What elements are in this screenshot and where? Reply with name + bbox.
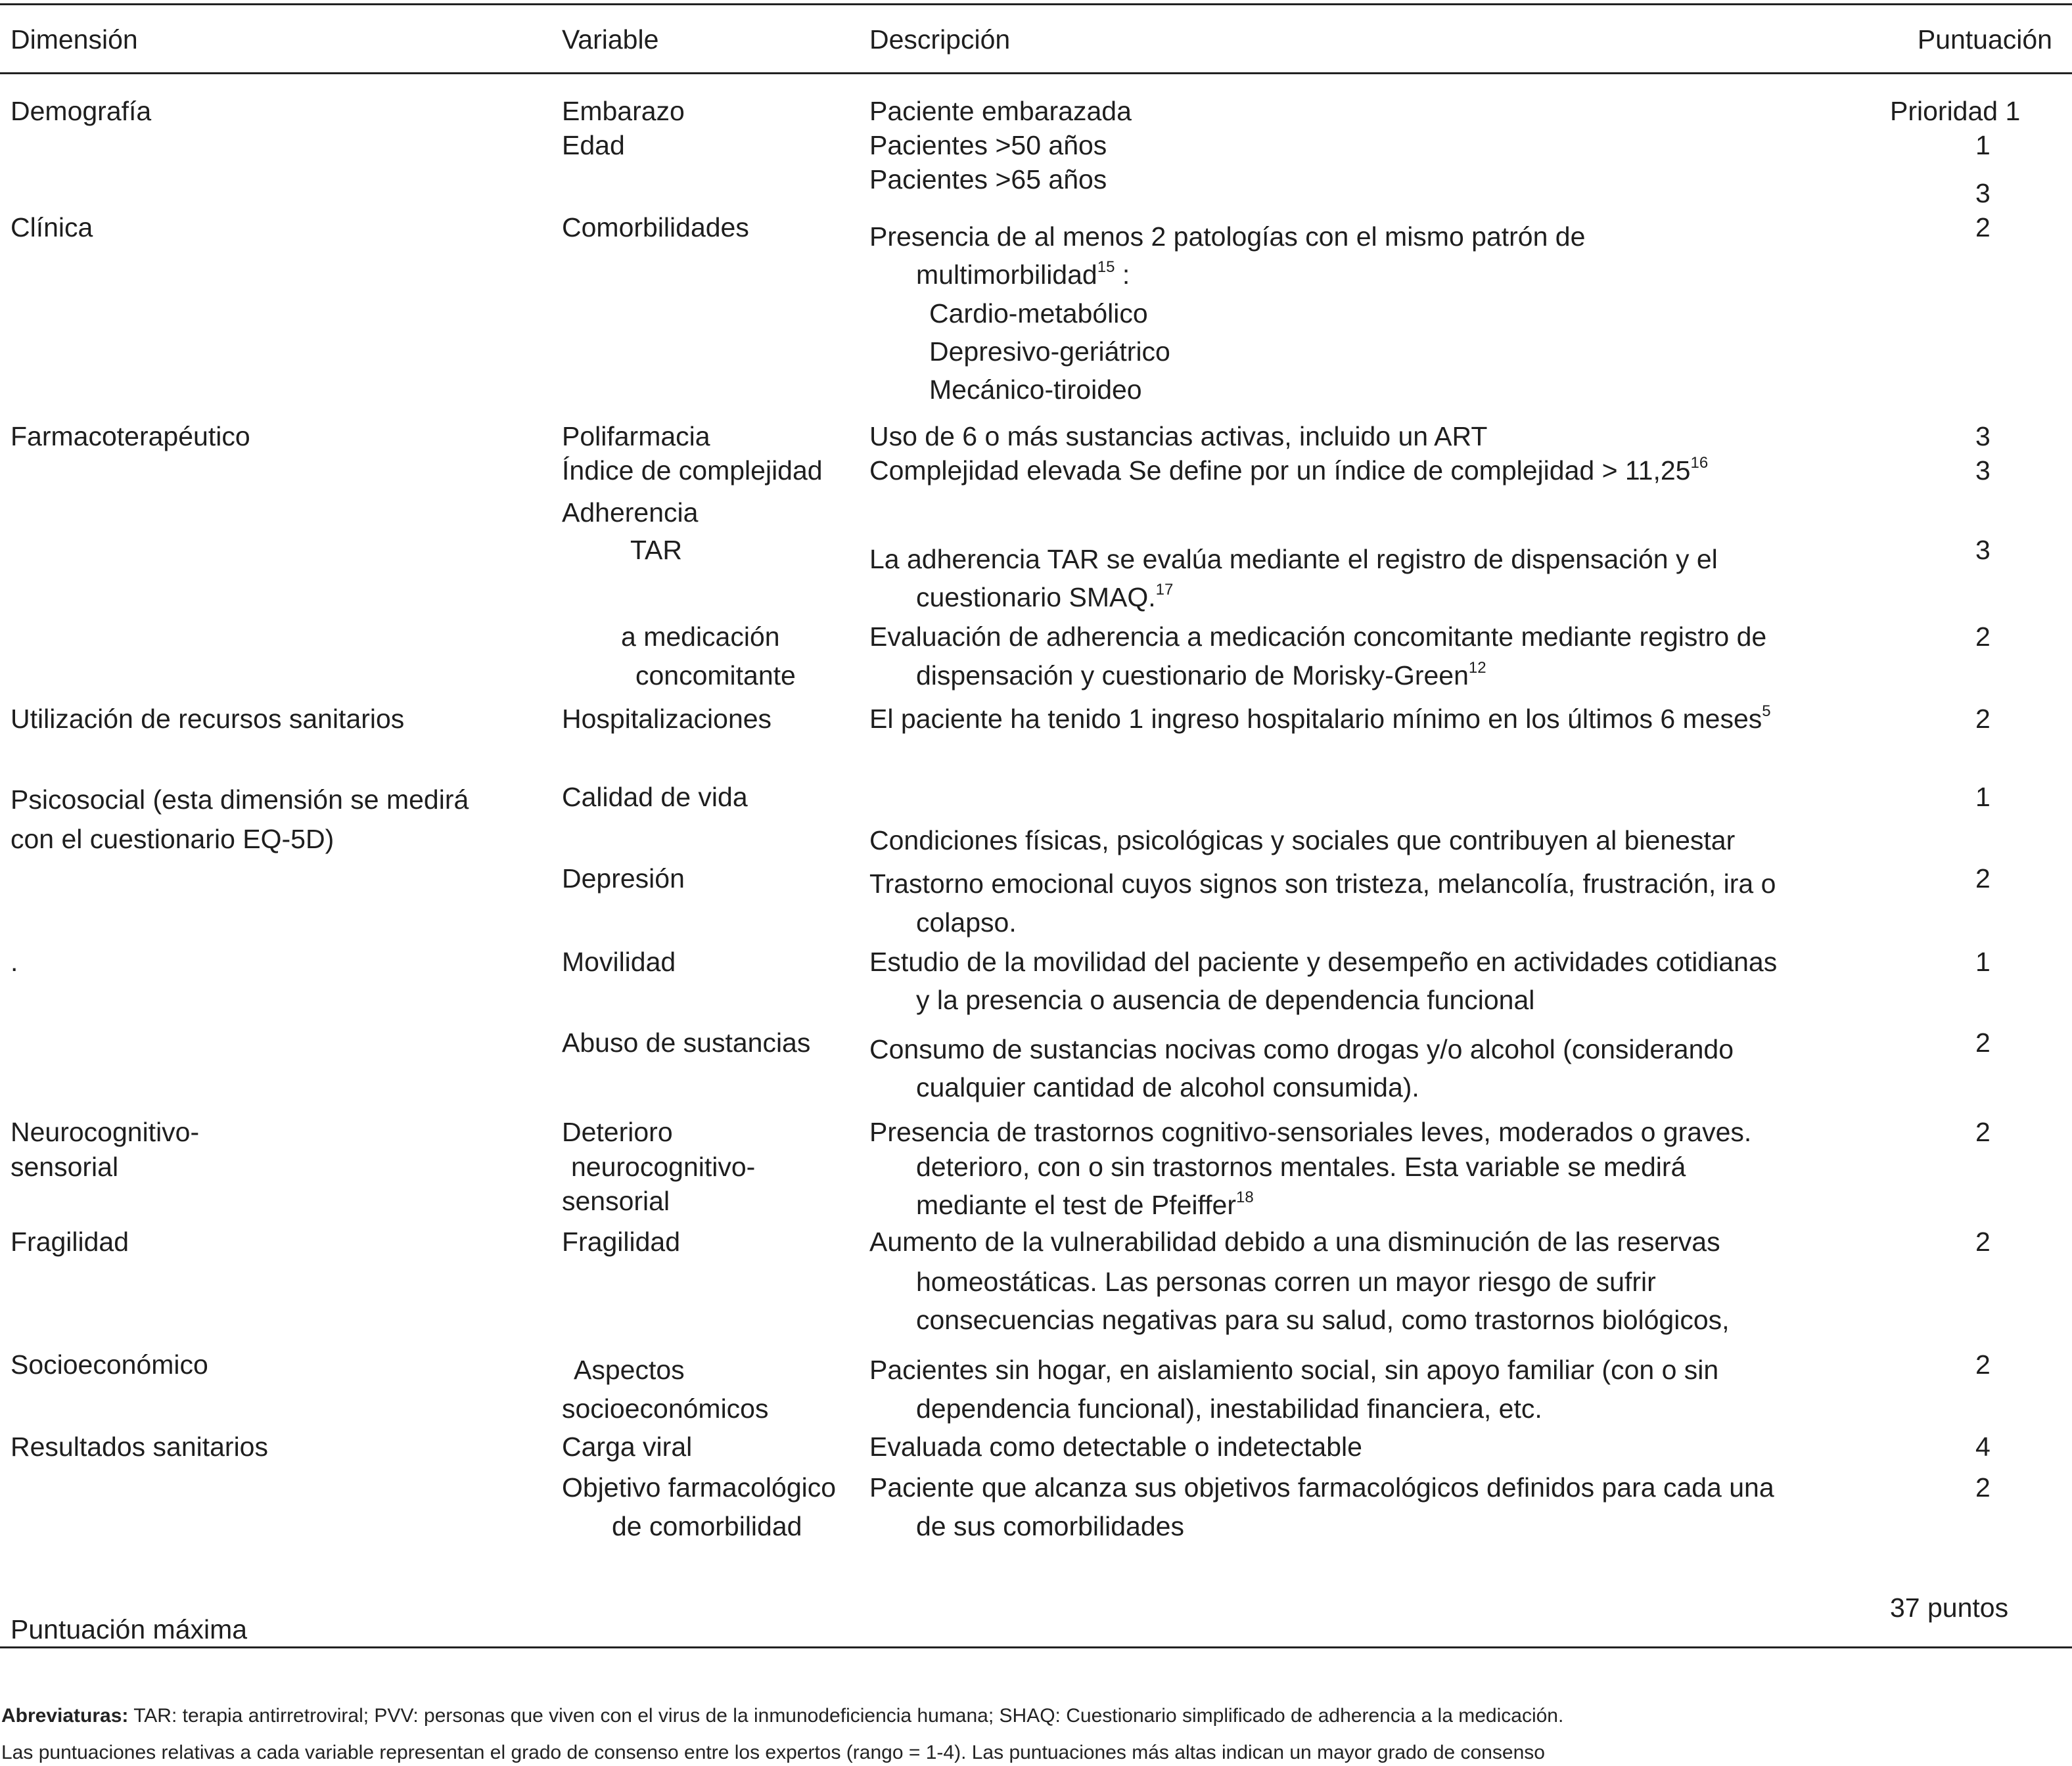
reference-superscript: 16 <box>1690 454 1709 472</box>
description-cell <box>869 455 1708 486</box>
header-description: Descripción <box>869 24 1011 55</box>
abbreviations-text: TAR: terapia antirretroviral; PVV: personas que viven con el virus de la inmunodeficiencia humana; SHAQ: Cuestionario simplificado de adherencia a la medicación. <box>128 1705 1564 1727</box>
description-cell <box>869 1226 1720 1257</box>
description-cell <box>869 1033 1734 1065</box>
dimension-cell: Farmacoterapéutico <box>11 421 250 451</box>
description-cell <box>869 946 1777 978</box>
variable-cell: Hospitalizaciones <box>562 704 772 734</box>
variable-cell: Edad <box>562 130 625 160</box>
score-cell: 2 <box>1975 1028 1991 1058</box>
score-cell: 1 <box>1975 782 1991 812</box>
score-cell: 1 <box>1975 947 1991 977</box>
score-cell: 2 <box>1975 1227 1991 1257</box>
description-cell <box>869 1472 1774 1503</box>
reference-superscript: 5 <box>1762 702 1771 720</box>
score-cell: 2 <box>1975 1349 1991 1380</box>
description-cell <box>869 868 1776 899</box>
description-text: Cardio-metabólico <box>929 298 1148 328</box>
description-cell <box>929 336 1170 367</box>
header-score: Puntuación <box>1917 24 2052 55</box>
description-cell <box>869 95 1132 127</box>
description-cell <box>916 1072 1419 1103</box>
reference-superscript: 18 <box>1235 1189 1254 1206</box>
variable-cell: socioeconómicos <box>562 1393 769 1424</box>
description-cell <box>869 621 1766 652</box>
dimension-cell: Socioeconómico <box>11 1349 208 1380</box>
variable-cell: de comorbilidad <box>612 1511 802 1541</box>
variable-cell: Abuso de sustancias <box>562 1028 811 1058</box>
variable-cell: Depresión <box>562 863 685 894</box>
description-text: La adherencia TAR se evalúa mediante el registro de dispensación y el <box>869 544 1718 574</box>
reference-superscript: 12 <box>1468 659 1486 677</box>
description-text: cuestionario SMAQ. <box>916 582 1156 612</box>
description-text: cualquier cantidad de alcohol consumida). <box>916 1072 1419 1102</box>
dimension-cell: con el cuestionario EQ-5D) <box>11 824 334 854</box>
score-cell: Prioridad 1 <box>1890 96 2021 126</box>
variable-cell: Comorbilidades <box>562 212 749 242</box>
description-suffix: : <box>1115 260 1130 290</box>
description-text: Aumento de la vulnerabilidad debido a una disminución de las reservas <box>869 1227 1720 1257</box>
description-cell <box>869 1116 1751 1148</box>
description-text: Trastorno emocional cuyos signos son tristeza, melancolía, frustración, ira o <box>869 869 1776 899</box>
score-cell: 2 <box>1975 622 1991 652</box>
description-cell <box>869 164 1107 195</box>
description-text: Paciente que alcanza sus objetivos farmacológicos definidos para cada una <box>869 1472 1774 1503</box>
variable-cell: Objetivo farmacológico <box>562 1472 837 1503</box>
description-text: El paciente ha tenido 1 ingreso hospitalario mínimo en los últimos 6 meses <box>869 704 1762 734</box>
variable-cell: concomitante <box>635 660 796 691</box>
description-text: Consumo de sustancias nocivas como drogas y/o alcohol (considerando <box>869 1034 1734 1064</box>
dimension-cell: Neurocognitivo- <box>11 1117 200 1147</box>
description-text: Pacientes sin hogar, en aislamiento social, sin apoyo familiar (con o sin <box>869 1355 1719 1385</box>
description-cell <box>916 1151 1686 1183</box>
description-cell <box>869 703 1771 735</box>
footnote-note: Las puntuaciones relativas a cada variable representan el grado de consenso entre los expertos (rango = 1-4). Las puntuaciones más altas indican un mayor grado de consenso <box>1 1742 1545 1763</box>
description-text: Condiciones físicas, psicológicas y sociales que contribuyen al bienestar <box>869 825 1736 855</box>
table-bottom-rule <box>0 1646 2072 1648</box>
variable-cell: sensorial <box>562 1186 670 1216</box>
description-text: deterioro, con o sin trastornos mentales. Esta variable se medirá <box>916 1152 1686 1182</box>
score-cell: 3 <box>1975 535 1991 565</box>
dimension-cell: Fragilidad <box>11 1227 129 1257</box>
description-cell <box>869 825 1735 856</box>
description-text: Mecánico-tiroideo <box>929 374 1142 405</box>
description-cell <box>869 543 1718 575</box>
description-cell <box>916 984 1534 1016</box>
variable-cell: Índice de complejidad <box>562 455 823 486</box>
description-text: colapso. <box>916 907 1017 938</box>
description-text: Paciente embarazada <box>869 96 1132 126</box>
variable-cell: neurocognitivo- <box>571 1152 756 1182</box>
description-text: Presencia de trastornos cognitivo-sensoriales leves, moderados o graves. <box>869 1117 1752 1147</box>
variable-cell: Adherencia <box>562 497 699 528</box>
score-cell: 3 <box>1975 421 1991 451</box>
dimension-cell: Psicosocial (esta dimensión se medirá <box>11 784 469 815</box>
variable-cell: Embarazo <box>562 96 685 126</box>
description-cell <box>916 660 1486 691</box>
dimension-cell: Resultados sanitarios <box>11 1432 268 1462</box>
description-cell <box>916 1304 1730 1336</box>
reference-superscript: 15 <box>1097 258 1115 276</box>
variable-cell: Calidad de vida <box>562 782 748 812</box>
footnote-abbreviations <box>1 1704 1563 1728</box>
description-text: multimorbilidad <box>916 260 1097 290</box>
score-cell: 2 <box>1975 863 1991 894</box>
description-cell <box>916 1266 1656 1298</box>
variable-cell: a medicación <box>621 622 780 652</box>
variable-cell: Fragilidad <box>562 1227 681 1257</box>
variable-cell: TAR <box>630 535 682 565</box>
header-variable: Variable <box>562 24 659 55</box>
description-cell <box>916 1510 1184 1542</box>
score-cell: 2 <box>1975 1472 1991 1503</box>
description-text: dependencia funcional), inestabilidad financiera, etc. <box>916 1393 1542 1424</box>
description-text: Complejidad elevada Se define por un índice de complejidad > 11,25 <box>869 455 1691 486</box>
description-text: Pacientes >65 años <box>869 164 1107 194</box>
score-cell: 2 <box>1975 1117 1991 1147</box>
variable-cell: Deterioro <box>562 1117 673 1147</box>
score-cell: 3 <box>1975 455 1991 486</box>
description-text: y la presencia o ausencia de dependencia funcional <box>916 985 1535 1015</box>
dimension-cell: Clínica <box>11 212 93 242</box>
score-cell: 4 <box>1975 1432 1991 1462</box>
description-text: Uso de 6 o más sustancias activas, incluido un ART <box>869 421 1488 451</box>
description-text: Presencia de al menos 2 patologías con el mismo patrón de <box>869 221 1586 252</box>
description-cell <box>869 420 1487 452</box>
description-cell <box>916 1393 1542 1424</box>
description-cell <box>916 581 1173 613</box>
description-cell <box>916 1189 1254 1221</box>
description-text: dispensación y cuestionario de Morisky-Green <box>916 660 1469 691</box>
description-text: homeostáticas. Las personas corren un mayor riesgo de sufrir <box>916 1267 1656 1297</box>
description-cell <box>869 1431 1362 1462</box>
description-text: Depresivo-geriátrico <box>929 336 1170 367</box>
description-text: consecuencias negativas para su salud, como trastornos biológicos, <box>916 1305 1730 1335</box>
score-cell: 2 <box>1975 704 1991 734</box>
description-text: Estudio de la movilidad del paciente y desempeño en actividades cotidianas <box>869 947 1778 977</box>
description-cell <box>869 129 1107 161</box>
dimension-cell: . <box>11 947 18 977</box>
header-dimension: Dimensión <box>11 24 138 55</box>
description-text: de sus comorbilidades <box>916 1511 1184 1541</box>
description-cell <box>869 1354 1718 1386</box>
variable-cell: Movilidad <box>562 947 676 977</box>
variable-cell: Aspectos <box>574 1355 685 1385</box>
variable-cell: Polifarmacia <box>562 421 710 451</box>
score-cell: 2 <box>1975 212 1991 242</box>
total-label: Puntuación máxima <box>11 1614 248 1644</box>
score-cell: 1 <box>1975 130 1991 160</box>
reference-superscript: 17 <box>1155 581 1174 599</box>
description-text: Evaluada como detectable o indetectable <box>869 1432 1362 1462</box>
dimension-cell: Utilización de recursos sanitarios <box>11 704 405 734</box>
total-value: 37 puntos <box>1890 1593 2009 1623</box>
variable-cell: Carga viral <box>562 1432 693 1462</box>
description-cell <box>869 221 1585 252</box>
abbreviations-label: Abreviaturas: <box>1 1705 129 1727</box>
description-text: Evaluación de adherencia a medicación concomitante mediante registro de <box>869 622 1767 652</box>
score-cell: 3 <box>1975 178 1991 208</box>
description-cell <box>929 298 1148 329</box>
table-top-rule <box>0 3 2072 5</box>
description-text: Pacientes >50 años <box>869 130 1107 160</box>
dimension-cell: sensorial <box>11 1152 119 1182</box>
header-rule <box>0 72 2072 74</box>
description-cell <box>916 259 1130 290</box>
description-text: mediante el test de Pfeiffer <box>916 1190 1236 1220</box>
dimension-cell: Demografía <box>11 96 152 126</box>
description-cell <box>916 907 1017 938</box>
description-cell <box>929 374 1142 405</box>
